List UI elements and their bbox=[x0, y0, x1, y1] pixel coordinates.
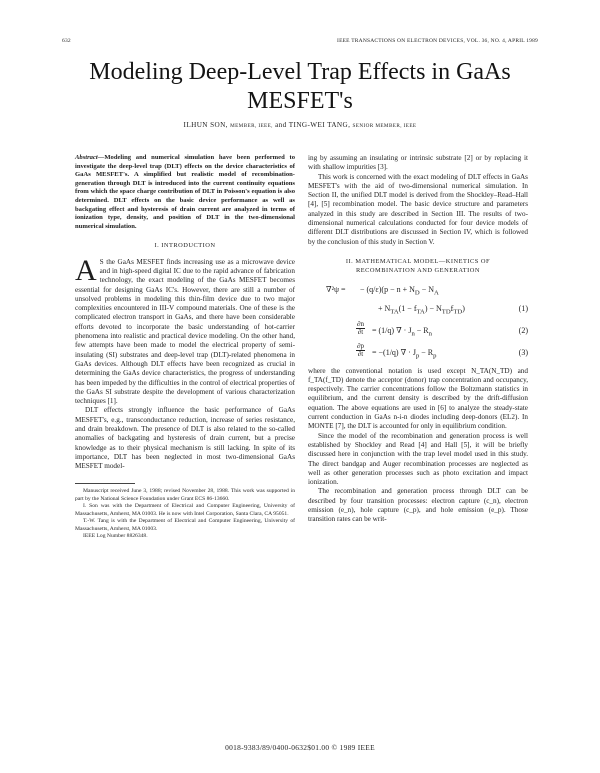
running-header bbox=[62, 38, 538, 50]
author-joiner: and bbox=[275, 121, 287, 129]
drop-cap: A bbox=[75, 253, 97, 287]
section-2-heading-line-2: RECOMBINATION AND GENERATION bbox=[355, 267, 481, 275]
eq3-lhs: $\frac{\partial p}{\partial t}$ bbox=[357, 341, 364, 358]
left-column bbox=[75, 154, 295, 540]
abstract-text: Modeling and numerical simulation have been performed to investigate the deep-level trap (DLT) effects on the device characteristics of GaAs MESFET's. A simplified but realistic model of recombination-generation through DLT is introduced into the current continuity equations from which the space charge contribution of DLT in Poisson's equation is also determined. DLT effects on the basic device performance as well as backgating effect and hysteresis of drain current are analyzed in terms of ionization type, density, and position of DLT in the two-dimensional numerical simulation. bbox=[75, 154, 295, 230]
footnote-author-2: T.-W. Tang is with the Department of Electrical and Computer Engineering, University of Massachusetts, Amherst, MA 01003. bbox=[75, 518, 295, 532]
right-column bbox=[308, 154, 528, 525]
shockley-read-paragraph: Since the model of the recombination and generation process is well established by Shockley and Read [4] and Hall [5], it will be briefly discussed here in conjunction with the trap level model used in this study. The direct bandgap and Auger recombination processes are neglected as well as other generation processes such as photo excitation and impact ionization. bbox=[308, 431, 528, 487]
eq1-rhs-line-2: + $N_{TA}(1 - f_{TA}) - N_{TD}f_{TD}$) bbox=[378, 303, 465, 316]
footnote-manuscript: Manuscript received June 3, 1988; revised November 28, 1988. This work was supported in part by the National Science Foundation under Grant ECS 86-13660. bbox=[75, 488, 295, 502]
eq3-number: (3) bbox=[518, 347, 528, 357]
notation-paragraph: where the conventional notation is used except N_TA(N_TD) and f_TA(f_TD) denote the acceptor (donor) trap concentration and occupancy, respectively. The carrier concentrations follow the Boltzmann statistics in equilibrium, and the current density is described by the drift-diffusion equation. The above equations are used in [6] to analyze the steady-state current conduction in GaAs n-i-n diodes including deep-donors (EL2). In MONTE [7], the DLT is accounted for only in equilibrium condition. bbox=[308, 366, 528, 431]
section-2-heading-line-1: II. MATHEMATICAL MODEL—KINETICS OF bbox=[345, 257, 491, 265]
equation-3 bbox=[308, 343, 528, 367]
eq3-rhs: = −(1/q) ∇ · $J_p - R_p$ bbox=[372, 347, 437, 360]
author-line bbox=[62, 121, 538, 129]
equation-1b bbox=[308, 302, 528, 321]
copyright-footer: 0018-9383/89/0400-0632$01.00 © 1989 IEEE bbox=[225, 743, 375, 752]
intro-paragraph-2: DLT effects strongly influence the basic performance of GaAs MESFET's, e.g., transconductance reduction, increase of series resistance, and drain breakdown. The presence of DLT is also related to the so-called anomalies of backgating and hysteresis of drain current, but a precise knowledge as to their physical mechanism is still lacking. In spite of its importance, DLT has been neglected in most two-dimensional GaAs MESFET model- bbox=[75, 406, 295, 471]
abstract bbox=[75, 154, 295, 231]
section-2-heading bbox=[308, 257, 528, 276]
footnote-divider bbox=[75, 483, 135, 484]
intro-paragraph-1 bbox=[75, 253, 295, 407]
intro-paragraph-1-text: S the GaAs MESFET finds increasing use as a microwave device and in high-speed digital IC due to the rapid advance of fabrication technology, the exact modeling of the GaAs MESFET becomes essential for designing GaAs IC's. However, there are still a number of unsolved problems in modeling this thin-film device due to two major complexities encountered in III-V compound materials. One of these is the complicated electron transport in GaAs, and there have been considerable efforts devoted to incorporate the basic understanding of hot-carrier phenomena into realistic and practical device modeling. On the other hand, few attempts have been made to model the electrical property of semi-insulating (SI) substrates and deep-level trap (DLT)-related phenomena in GaAs devices. Although DLT effects have been recognized as crucial in determining the GaAs device characteristics, the progress of understanding has been impeded by the difficulties in the control of electrical properties of the GaAs SI substrate despite the development of various characterization techniques [1]. bbox=[75, 257, 295, 406]
title-line-2: MESFET's bbox=[247, 88, 353, 114]
author-1-role: MEMBER, IEEE, bbox=[230, 123, 273, 129]
page-number: 632 bbox=[62, 38, 71, 44]
abstract-label: Abstract— bbox=[75, 154, 105, 161]
journal-citation: IEEE TRANSACTIONS ON ELECTRON DEVICES, VOL. 36, NO. 4, APRIL 1989 bbox=[337, 38, 538, 44]
title-line-1: Modeling Deep-Level Trap Effects in GaAs bbox=[89, 59, 511, 85]
eq1-number: (1) bbox=[518, 303, 528, 313]
eq2-number: (2) bbox=[518, 325, 528, 335]
scope-paragraph: This work is concerned with the exact modeling of DLT effects in GaAs MESFET's with the aid of two-dimensional numerical simulation. In Section II, the unified DLT model is derived from the Shockley–Read–Hall [4], [5] recombination model. The basic device structure and parameters analyzed in this study are described in Section III. The results of two-dimensional numerical calculations conducted for four device models of different DLT distributions are discussed in Section IV, which is followed by the conclusion of this study in Section V. bbox=[308, 172, 528, 246]
equation-2 bbox=[308, 321, 528, 343]
author-2-role: SENIOR MEMBER, IEEE bbox=[352, 123, 417, 129]
footnote-log-number: IEEE Log Number 8826348. bbox=[83, 532, 148, 539]
paper-title bbox=[62, 58, 538, 116]
author-1-name: ILHUN SON, bbox=[183, 121, 228, 129]
eq1-lhs: ∇²ψ = bbox=[326, 284, 346, 294]
author-2-name: TING-WEI TANG, bbox=[288, 121, 351, 129]
section-1-heading: I. INTRODUCTION bbox=[154, 242, 216, 250]
eq2-lhs: $\frac{\partial n}{\partial t}$ bbox=[357, 319, 364, 336]
footnote-author-1: I. Son was with the Department of Electrical and Computer Engineering, University of Massachusetts, Amherst, MA 01003. He is now with Intel Corporation, Santa Clara, CA 95051. bbox=[75, 503, 295, 517]
eq2-rhs: = (1/q) ∇ · $J_n - R_n$ bbox=[372, 325, 432, 338]
continued-paragraph: ing by assuming an insulating or intrinsic substrate [2] or by replacing it with shallow impurities [3]. bbox=[308, 154, 528, 172]
equation-1a bbox=[308, 283, 528, 302]
recombination-paragraph: The recombination and generation process through DLT can be described by four transition processes: electron capture (c_n), electron emission (e_n), hole capture (c_p), and hole emission (e_p). Those transition rates can be writ- bbox=[308, 487, 528, 524]
eq1-rhs-line-1: − $(q/\varepsilon)(p - n + N_D - N_A$ bbox=[360, 284, 439, 297]
